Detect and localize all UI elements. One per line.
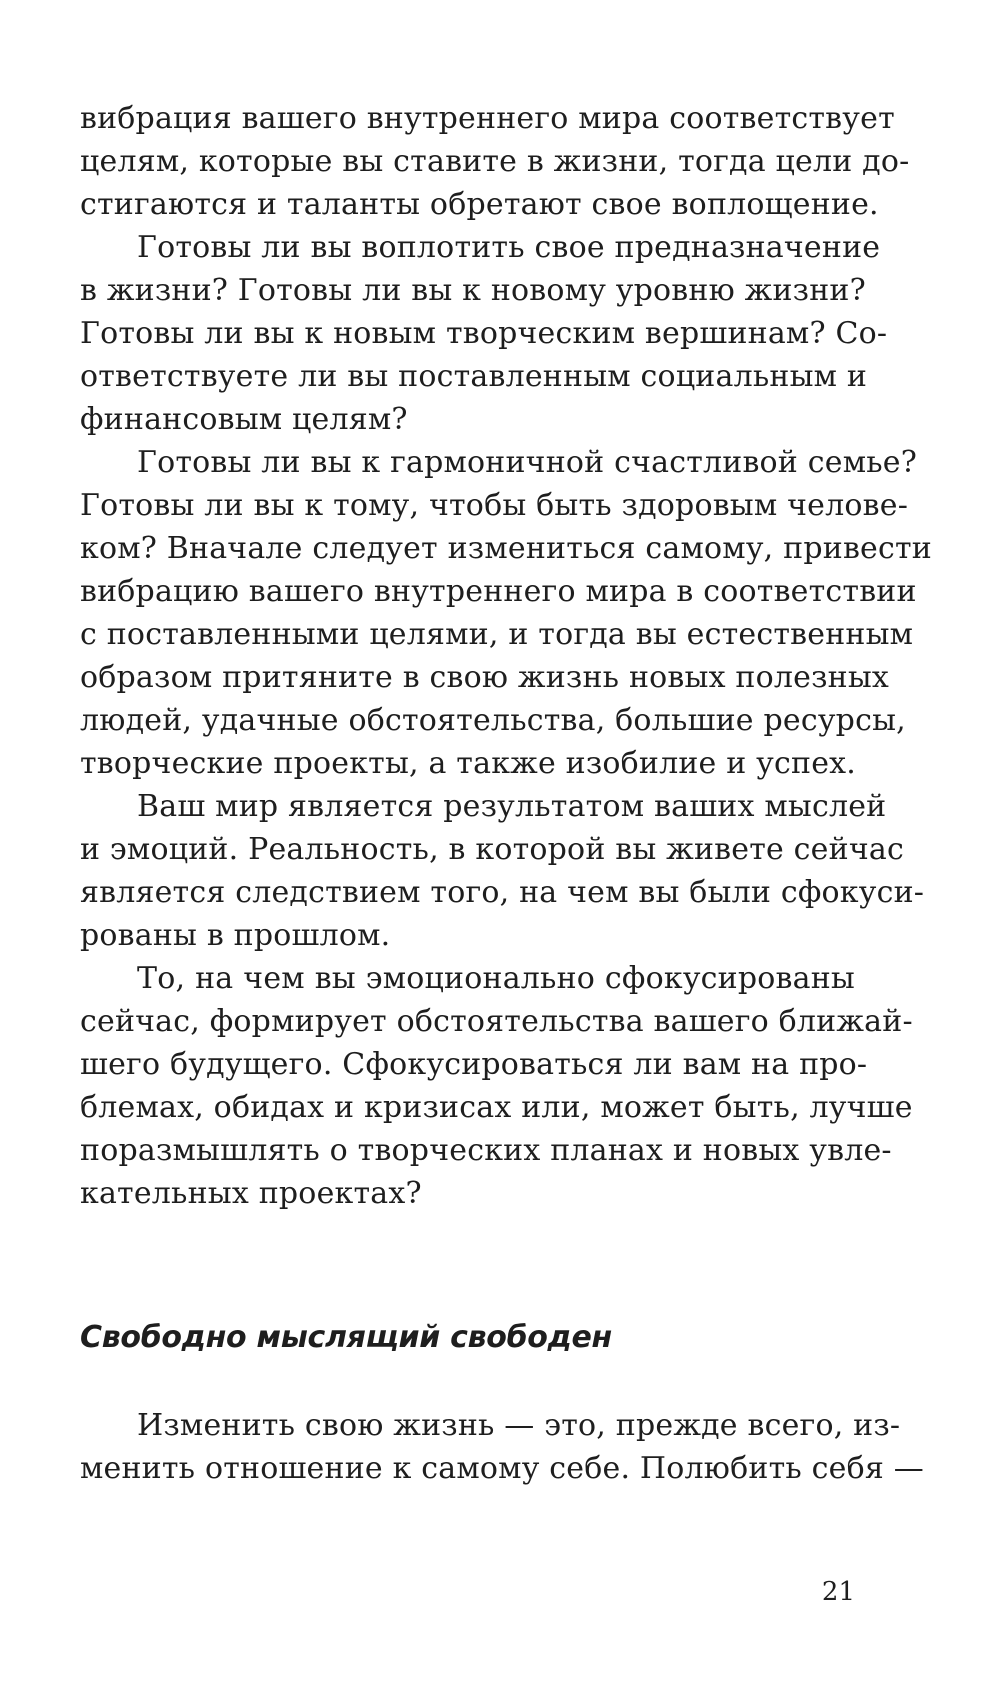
text-line: является следствием того, на чем вы были сфокуси- [80,875,925,910]
text-line: шего будущего. Сфокусироваться ли вам на про- [80,1047,868,1082]
text-line: сейчас, формирует обстоятельства вашего ближай- [80,1004,913,1039]
text-line: ответствуете ли вы поставленным социальным и [80,359,868,394]
text-line: поразмышлять о творческих планах и новых увле- [80,1133,892,1168]
text-line: рованы в прошлом. [80,918,391,953]
text-line: с поставленными целями, и тогда вы естественным [80,617,914,652]
text-line: стигаются и таланты обретают свое воплощение. [80,187,879,222]
text-line: и эмоций. Реальность, в которой вы живете сейчас [80,832,904,867]
text-line: вибрацию вашего внутреннего мира в соответствии [80,574,917,609]
text-line: Готовы ли вы к гармоничной счастливой семье? [137,445,917,480]
text-line: блемах, обидах и кризисах или, может быть, лучше [80,1090,913,1125]
text-line: кательных проектах? [80,1176,422,1211]
text-line: Готовы ли вы к тому, чтобы быть здоровым челове- [80,488,909,523]
text-line: менить отношение к самому себе. Полюбить себя — [80,1451,924,1486]
text-line: целям, которые вы ставите в жизни, тогда цели до- [80,144,910,179]
text-line: ком? Вначале следует измениться самому, привести [80,531,932,566]
text-line: людей, удачные обстоятельства, большие ресурсы, [80,703,906,738]
page-number: 21 [821,1577,855,1607]
text-line: Готовы ли вы к новым творческим вершинам? Со- [80,316,888,351]
text-line: Ваш мир является результатом ваших мыслей [137,789,887,824]
text-line: финансовым целям? [80,402,408,437]
text-line: творческие проекты, а также изобилие и успех. [80,746,857,781]
text-line: То, на чем вы эмоционально сфокусированы [137,961,855,996]
text-line: образом притяните в свою жизнь новых полезных [80,660,890,695]
text-line: Готовы ли вы воплотить свое предназначение [137,230,881,265]
text-line: Изменить свою жизнь — это, прежде всего, из- [137,1408,901,1443]
section-heading: Свободно мыслящий свободен [80,1320,612,1355]
text-line: вибрация вашего внутреннего мира соответствует [80,101,895,136]
text-line: в жизни? Готовы ли вы к новому уровню жизни? [80,273,866,308]
